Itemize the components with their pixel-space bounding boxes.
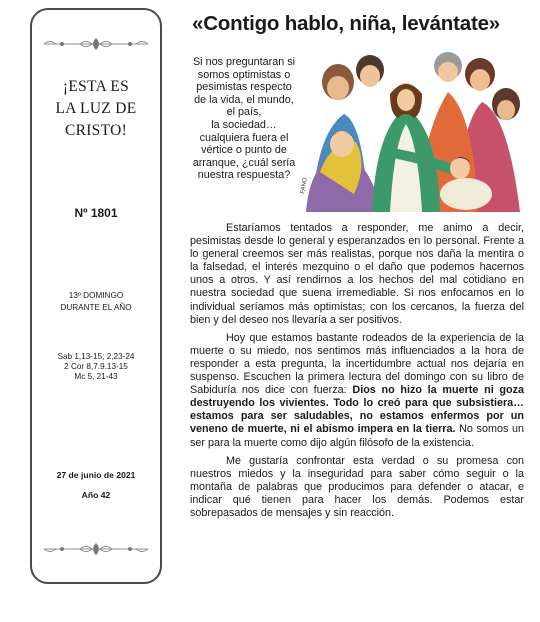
liturgical-sunday: [32, 290, 160, 314]
intro-line: de la vida, el mundo,: [194, 93, 294, 106]
sunday-line: 13º DOMINGO: [68, 291, 124, 300]
article-paragraph: Me gustaría confrontar esta verdad o su promesa con nuestros miedos y la inseguridad para saber cómo seguir o la montaña de palabras que producimos para defender o atacar, e indicar qué tienen para hacer los demás. Podemos estar sobrepasados de mensajes y sin reacción.: [190, 454, 524, 519]
sidebar-title-line: CRISTO!: [64, 122, 128, 139]
article-body: [190, 222, 524, 525]
intro-line: nuestra respuesta?: [197, 169, 291, 182]
sidebar-title: [32, 76, 160, 142]
intro-line: el país,: [226, 106, 262, 119]
intro-line: cualquiera fuera el: [199, 131, 289, 144]
svg-text:FANO: FANO: [300, 177, 309, 195]
bottom-ornament-icon: [40, 540, 152, 558]
scripture-quote: Dios no hizo la muerte ni goza destruyendo los vivientes. Todo lo creó para que subsistiera… estamos para ser saludables, no estamos enfermos por un veneno de muerte, ni el abismo impera en la tierra.: [190, 384, 524, 436]
intro-line: arranque, ¿cuál sería: [192, 156, 296, 169]
readings-list: [32, 352, 160, 382]
sidebar-panel: [30, 8, 162, 584]
publication-year: Año 42: [81, 490, 111, 500]
sidebar-title-line: ¡ESTA ES: [62, 78, 130, 95]
intro-line: somos optimistas o: [197, 68, 291, 81]
top-ornament-icon: [40, 35, 152, 53]
sidebar-title-line: LA LUZ DE: [55, 100, 137, 117]
intro-line: Si nos preguntaran si: [192, 56, 296, 68]
article-text: Hoy que estamos bastante rodeados de la experiencia de la muerte o su miedo, nos sentimos más influenciados a la hora de responder a esta pregunta, la incertidumbre actual nos dejaría en suspenso. Escuchen la primera lectura del domingo con su libro de Sabiduría nos dice con fuerza:: [190, 331, 524, 397]
publication-date: 27 de junio de 2021: [56, 470, 136, 480]
crowd-illustration: [298, 44, 526, 212]
intro-line: la sociedad…: [211, 118, 277, 131]
page-title: «Contigo hablo, niña, levántate»: [192, 12, 500, 35]
reading-item: 2 Cor 8,7.9.13-15: [64, 362, 128, 371]
sunday-line: DURANTE EL AÑO: [60, 303, 132, 312]
article-text: No somos un ser para la muerte como dijo algún filósofo de la existencia.: [190, 423, 524, 449]
intro-question: [178, 56, 310, 182]
reading-item: Mc 5, 21-43: [74, 372, 118, 381]
issue-number: Nº 1801: [74, 206, 118, 220]
article-paragraph: Estaríamos tentados a responder, me animo a decir, pesimistas desde lo general y esperanzados en lo personal. Frente a lo general creemos ser más realistas, porque nos daña la mentira o la falsedad, el interés mezquino o el daño que podemos hacernos unos a otros. Y así rendirnos a los hechos del mal cotidiano en nuestra sociedad que suena irremediable. Si nos enfocamos en lo individual seríamos más optimistas; con los cercanos, la fuerza del bien y del deseo nos llevaría a ser positivos.: [190, 222, 524, 326]
intro-line: vértice o punto de: [201, 144, 287, 157]
reading-item: Sab 1,13-15; 2,23-24: [57, 352, 135, 361]
intro-line: pesimistas respecto: [196, 81, 292, 94]
article-paragraph: [190, 332, 524, 450]
